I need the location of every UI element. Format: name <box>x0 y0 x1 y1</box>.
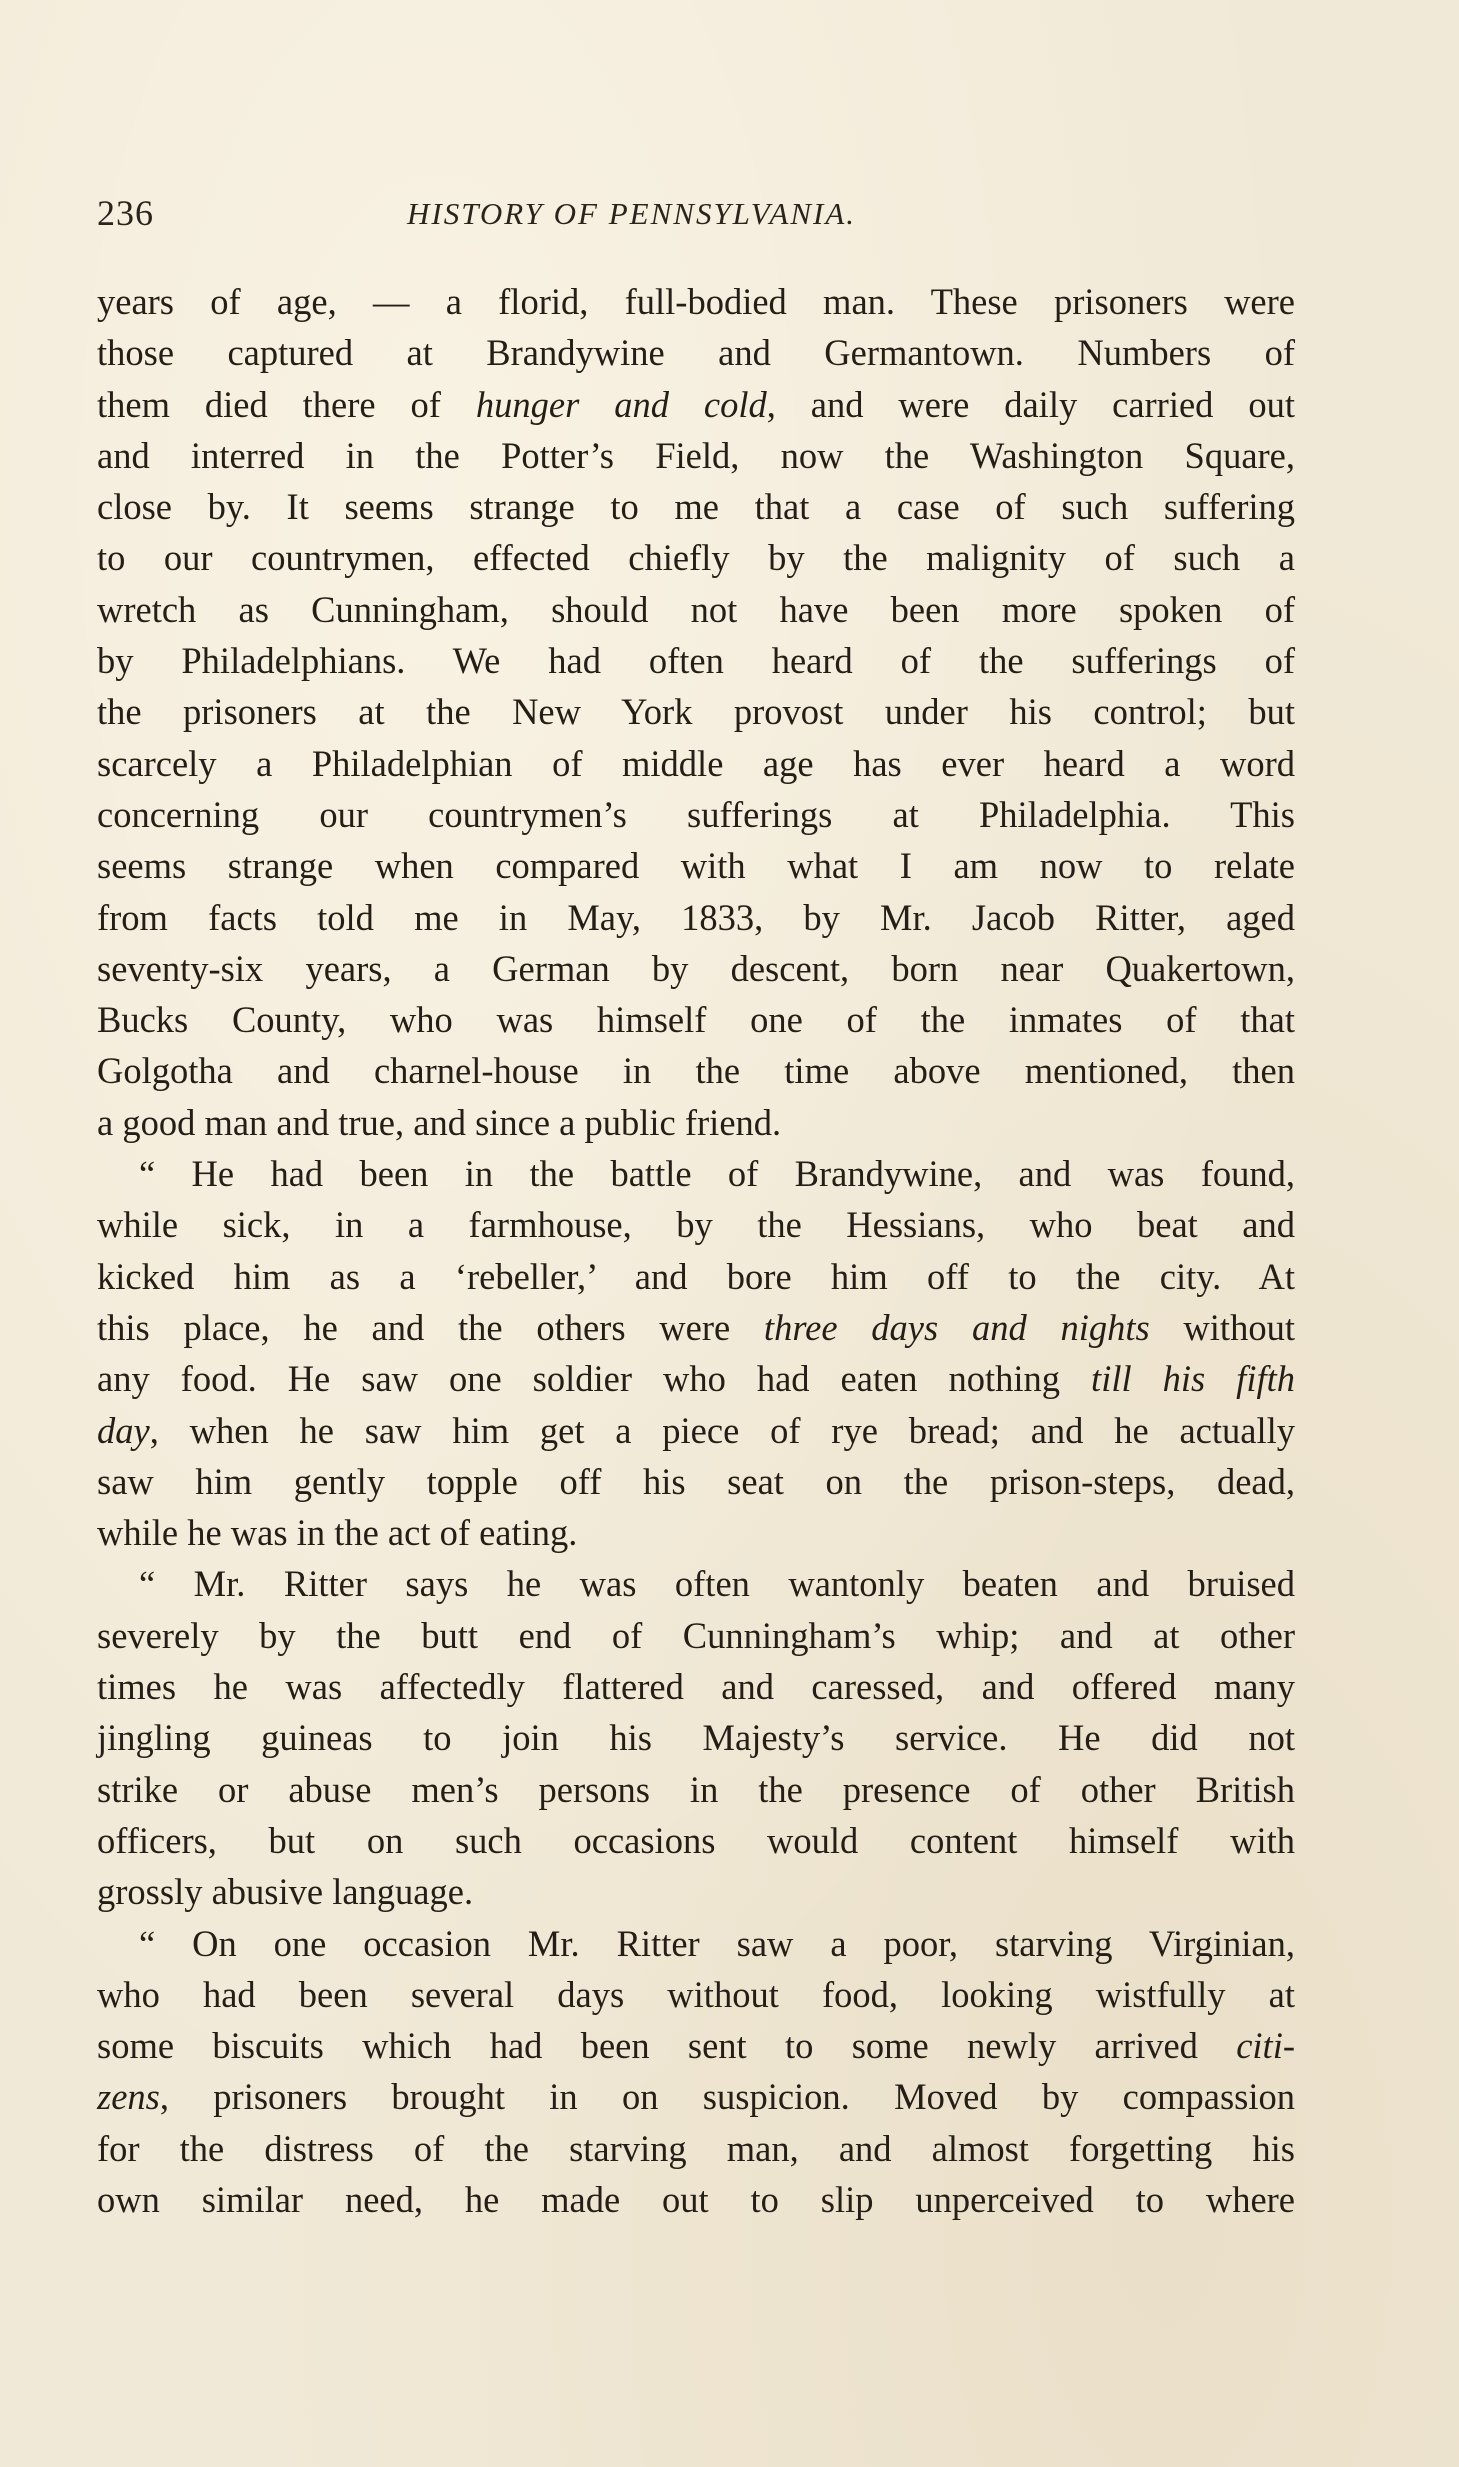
text-line <box>97 1148 1295 1199</box>
text-run: by Philadelphians. We had often heard of the sufferings of <box>97 640 1295 682</box>
text-line <box>97 430 1295 481</box>
text-run: own similar need, he made out to slip unperceived to where <box>97 2178 1295 2220</box>
running-head <box>97 192 1295 244</box>
text-run: to our countrymen, effected chiefly by the malignity of such a <box>97 537 1295 579</box>
text-run: from facts told me in May, 1833, by Mr. Jacob Ritter, aged <box>97 896 1295 938</box>
text-line <box>97 994 1295 1045</box>
italic-text: till his fifth <box>1091 1358 1295 1400</box>
text-line <box>97 1353 1295 1404</box>
text-run: for the distress of the starving man, and almost forgetting his <box>97 2127 1295 2169</box>
text-run: wretch as Cunningham, should not have been more spoken of <box>97 588 1295 630</box>
text-line <box>97 789 1295 840</box>
text-line <box>97 1866 1295 1917</box>
text-line <box>97 1251 1295 1302</box>
text-line <box>97 2123 1295 2174</box>
running-title: HISTORY OF PENNSYLVANIA. <box>407 196 857 231</box>
text-line <box>97 1097 1295 1148</box>
page-number: 236 <box>97 193 154 233</box>
text-line <box>97 379 1295 430</box>
text-run: Bucks County, who was himself one of the inmates of that <box>97 999 1295 1041</box>
text-run: those captured at Brandywine and Germantown. Numbers of <box>97 332 1295 374</box>
text-line <box>97 481 1295 532</box>
text-line <box>97 2174 1295 2225</box>
text-line <box>97 532 1295 583</box>
text-line <box>97 1712 1295 1763</box>
text-line <box>97 1661 1295 1712</box>
text-line <box>97 1918 1295 1969</box>
text-run: jingling guineas to join his Majesty’s service. He did not <box>97 1717 1295 1759</box>
text-run: severely by the butt end of Cunningham’s whip; and at other <box>97 1614 1295 1656</box>
text-run: Golgotha and charnel-house in the time above mentioned, then <box>97 1050 1295 1092</box>
text-line <box>97 1199 1295 1250</box>
text-line <box>97 1045 1295 1096</box>
text-run: seems strange when compared with what I am now to relate <box>97 845 1295 887</box>
text-line <box>97 276 1295 327</box>
text-run: while he was in the act of eating. <box>97 1512 578 1554</box>
text-run: them died there of <box>97 383 476 425</box>
text-run: this place, he and the others were <box>97 1306 764 1348</box>
text-run: seventy-six years, a German by descent, born near Quakertown, <box>97 947 1295 989</box>
text-run: , and were daily carried out <box>766 383 1295 425</box>
text-line <box>97 738 1295 789</box>
text-line <box>97 1610 1295 1661</box>
text-line <box>97 1969 1295 2020</box>
text-run: a good man and true, and since a public friend. <box>97 1101 782 1143</box>
text-run: times he was affectedly flattered and caressed, and offered many <box>97 1666 1295 1708</box>
text-line <box>97 635 1295 686</box>
text-line <box>97 327 1295 378</box>
text-run: any food. He saw one soldier who had eaten nothing <box>97 1358 1092 1400</box>
text-run: the prisoners at the New York provost under his control; but <box>97 691 1295 733</box>
text-run: kicked him as a ‘rebeller,’ and bore him off to the city. At <box>97 1255 1295 1297</box>
text-line <box>97 1764 1295 1815</box>
text-run: close by. It seems strange to me that a case of such suffering <box>97 486 1295 528</box>
italic-text: citi- <box>1236 2025 1295 2067</box>
text-run: , prisoners brought in on suspicion. Moved by compassion <box>159 2076 1295 2118</box>
italic-text: zens <box>97 2076 160 2118</box>
text-run: some biscuits which had been sent to some newly arrived <box>97 2025 1237 2067</box>
text-run: , when he saw him get a piece of rye bread; and he actually <box>149 1409 1295 1451</box>
text-run: and interred in the Potter’s Field, now the Washington Square, <box>97 434 1295 476</box>
text-run: without <box>1149 1306 1295 1348</box>
text-run: “ On one occasion Mr. Ritter saw a poor, starving Virginian, <box>139 1922 1295 1964</box>
text-line <box>97 686 1295 737</box>
text-line <box>97 1507 1295 1558</box>
text-run: strike or abuse men’s persons in the presence of other British <box>97 1768 1295 1810</box>
text-line <box>97 943 1295 994</box>
text-line <box>97 1815 1295 1866</box>
text-line <box>97 2020 1295 2071</box>
text-line <box>97 1456 1295 1507</box>
text-run: concerning our countrymen’s sufferings at Philadelphia. This <box>97 793 1295 835</box>
text-run: scarcely a Philadelphian of middle age has ever heard a word <box>97 742 1295 784</box>
italic-text: hunger and cold <box>475 383 767 425</box>
text-run: officers, but on such occasions would content himself with <box>97 1819 1295 1861</box>
text-run: saw him gently topple off his seat on the prison-steps, dead, <box>97 1460 1295 1502</box>
text-line <box>97 1302 1295 1353</box>
text-run: “ He had been in the battle of Brandywine, and was found, <box>139 1153 1295 1195</box>
text-line <box>97 892 1295 943</box>
text-run: grossly abusive language. <box>97 1871 474 1913</box>
text-line <box>97 1405 1295 1456</box>
text-run: while sick, in a farmhouse, by the Hessians, who beat and <box>97 1204 1295 1246</box>
text-line <box>97 1558 1295 1609</box>
text-run: “ Mr. Ritter says he was often wantonly beaten and bruised <box>139 1563 1295 1605</box>
text-line <box>97 584 1295 635</box>
body-text <box>97 276 1295 2225</box>
text-run: years of age, — a florid, full-bodied man. These prisoners were <box>97 281 1295 322</box>
text-run: who had been several days without food, looking wistfully at <box>97 1973 1295 2015</box>
text-line <box>97 840 1295 891</box>
italic-text: day <box>97 1409 150 1451</box>
italic-text: three days and nights <box>763 1306 1150 1348</box>
text-line <box>97 2071 1295 2122</box>
